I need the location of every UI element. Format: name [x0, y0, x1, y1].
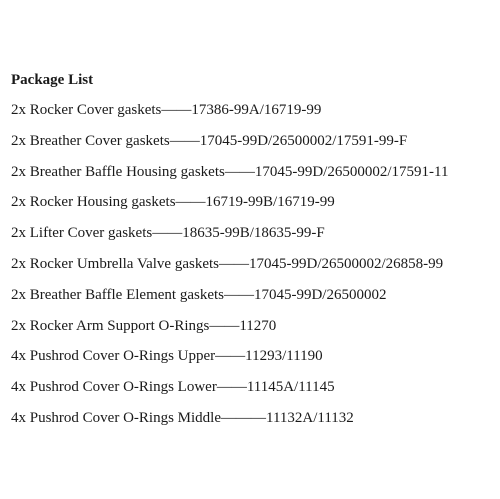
- list-item: 4x Pushrod Cover O-Rings Upper——11293/11190: [11, 348, 323, 365]
- list-item: 2x Rocker Arm Support O-Rings——11270: [11, 317, 277, 334]
- list-item: 2x Rocker Umbrella Valve gaskets——17045-99D/26500002/26858-99: [11, 255, 444, 272]
- package-list-document: [11, 70, 495, 439]
- list-item: 4x Pushrod Cover O-Rings Middle———11132A/11132: [11, 409, 354, 426]
- list-item: 2x Breather Baffle Housing gaskets——17045-99D/26500002/17591-11: [11, 163, 449, 180]
- list-item: 2x Rocker Housing gaskets——16719-99B/16719-99: [11, 194, 335, 211]
- list-item: 2x Rocker Cover gaskets——17386-99A/16719-99: [11, 102, 322, 118]
- package-list: [11, 100, 495, 428]
- list-item: 2x Breather Cover gaskets——17045-99D/26500002/17591-99-F: [11, 132, 408, 149]
- list-item: 4x Pushrod Cover O-Rings Lower——11145A/11145: [11, 379, 335, 396]
- package-list-title: Package List: [11, 72, 94, 88]
- list-item: 2x Lifter Cover gaskets——18635-99B/18635-99-F: [11, 225, 325, 242]
- list-item: 2x Breather Baffle Element gaskets——17045-99D/26500002: [11, 286, 387, 303]
